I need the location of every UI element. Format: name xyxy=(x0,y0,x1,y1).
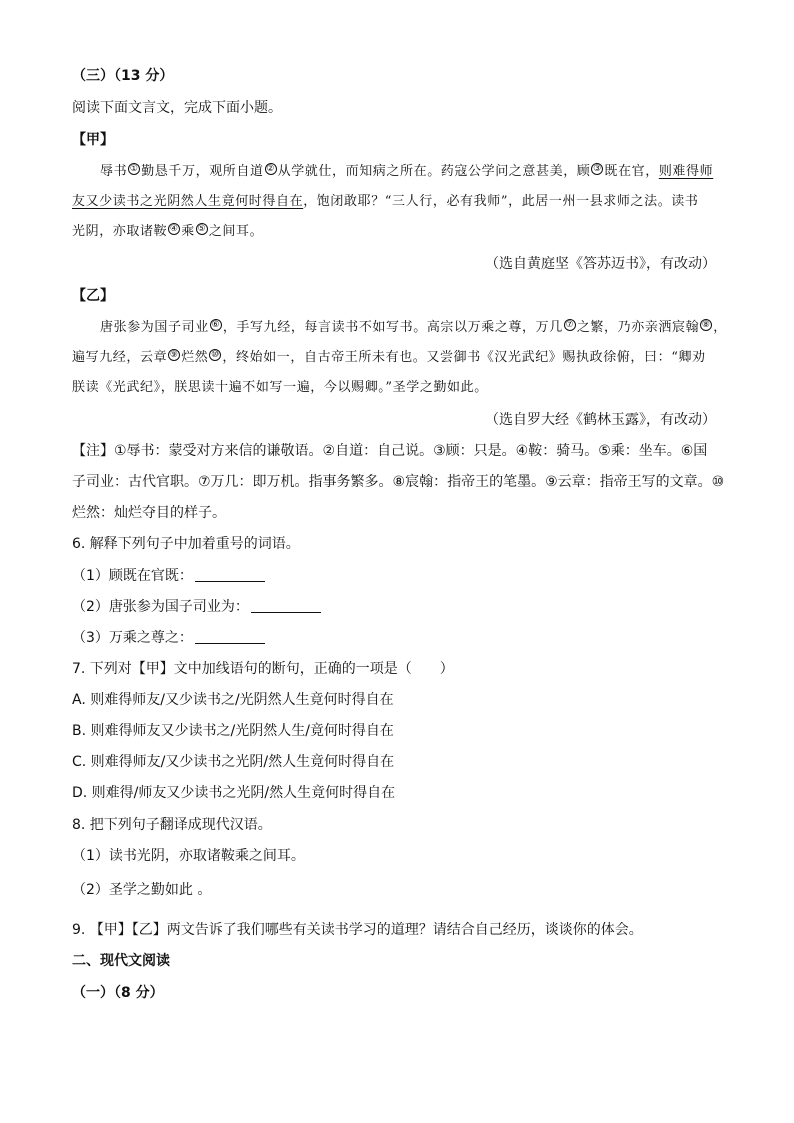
text-segment: ， xyxy=(713,320,727,335)
question-7-option-a[interactable]: A. 则难得师友/又少读书之/光阴然人生竟何时得自在 xyxy=(72,692,394,708)
passage-yi-line-3: 朕读《光武纪》，朕思读十遍不如写一遍，今以赐卿。”圣学之勤如此。 xyxy=(72,380,488,395)
question-7-stem: 7. 下列对【甲】文中加线语句的断句，正确的一项是（ ） xyxy=(72,661,454,677)
question-6-item-1 xyxy=(72,566,265,586)
question-8-item-2: （2）圣学之勤如此 。 xyxy=(72,882,212,898)
section-heading: （三）（13 分） xyxy=(72,68,174,84)
text-segment: 光阴，亦取诸鞍 xyxy=(72,224,168,239)
passage-yi-source: （选自罗大经《鹤林玉露》，有改动） xyxy=(485,412,716,428)
text-segment: 乘 xyxy=(181,224,195,239)
note-ref-4: ④ xyxy=(169,224,179,234)
text-segment: ，手写九经，每言读书不如写书。高宗以万乘之尊，万几 xyxy=(222,320,563,335)
question-7-option-c[interactable]: C. 则难得师友/又少读书之光阴/然人生竟何时得自在 xyxy=(72,754,395,770)
note-ref-2: ② xyxy=(266,164,275,174)
text-segment: 勤恳千万，观所自道 xyxy=(141,164,264,179)
note-ref-3: ③ xyxy=(593,164,602,174)
question-8-stem: 8. 把下列句子翻译成现代汉语。 xyxy=(72,817,272,833)
passage-yi-line-1 xyxy=(100,318,727,338)
section-two-heading: 二、现代文阅读 xyxy=(72,953,170,969)
note-ref-5: ⑤ xyxy=(197,224,207,234)
passage-jia-line-2 xyxy=(72,192,699,212)
item-text: （3）万乘之尊之： xyxy=(72,630,193,646)
question-6-item-3 xyxy=(72,628,265,648)
question-8-item-1: （1）读书光阴，亦取诸鞍乘之间耳。 xyxy=(72,848,305,864)
passage-jia-label: 【甲】 xyxy=(72,132,114,148)
reading-instruction: 阅读下面文言文，完成下面小题。 xyxy=(72,100,282,116)
passage-jia-line-3 xyxy=(72,222,263,242)
text-segment: 从学就仕，而知病之所在。药寇公学问之意甚美，顾 xyxy=(277,164,591,179)
notes-line-3: 烂然：灿烂夺目的样子。 xyxy=(72,505,226,521)
section-two-subheading: （一）（8 分） xyxy=(72,985,164,1001)
note-ref-1: ① xyxy=(129,164,139,174)
notes-line-2: 子司业：古代官职。⑦万几：即万机。指事务繁多。⑧宸翰：指帝王的笔墨。⑨云章：指帝王写的文章。⑩ xyxy=(72,474,725,490)
answer-blank[interactable] xyxy=(251,598,321,613)
item-text: （1）顾既在官既： xyxy=(72,568,193,584)
text-segment: 辱书 xyxy=(100,164,128,179)
text-segment: 之间耳。 xyxy=(208,224,264,239)
question-7-option-b[interactable]: B. 则难得师友又少读书之/光阴然人生/竟何时得自在 xyxy=(72,723,394,739)
note-ref-8: ⑧ xyxy=(701,320,711,330)
note-ref-6: ⑥ xyxy=(211,320,221,330)
notes-line-1: 【注】①辱书：蒙受对方来信的谦敬语。②自道：自己说。③顾：只是。④鞍：骑马。⑤乘：坐车。⑥国 xyxy=(72,443,708,459)
text-segment: 烂然 xyxy=(181,350,209,365)
text-segment: 之繁，乃亦亲洒宸翰 xyxy=(576,320,700,335)
text-segment: ，终始如一，自古帝王所未有也。又尝御书《汉光武纪》赐执政徐俯，曰：“卿劝 xyxy=(222,350,706,365)
note-ref-10: ⑩ xyxy=(211,350,220,360)
item-text: （2）唐张参为国子司业为： xyxy=(72,599,249,615)
text-segment: 既在官， xyxy=(604,164,659,179)
question-6-stem: 6. 解释下列句子中加着重号的词语。 xyxy=(72,536,300,552)
underlined-sentence-part-1: 则难得师 xyxy=(658,164,714,179)
text-segment: 遍写九经，云章 xyxy=(72,350,168,365)
text-segment: ，饱闭敢耶？“三人行，必有我师”，此居一州一县求师之法。读书 xyxy=(303,194,699,209)
question-9-stem: 9. 【甲】【乙】两文告诉了我们哪些有关读书学习的道理？请结合自己经历，谈谈你的体会。 xyxy=(72,922,643,938)
underlined-sentence-part-2: 友又少读书之光阴然人生竟何时得自在 xyxy=(72,194,304,209)
passage-jia-source: （选自黄庭坚《答苏迈书》，有改动） xyxy=(485,256,716,272)
question-6-item-2 xyxy=(72,597,321,617)
passage-yi-label: 【乙】 xyxy=(72,288,114,304)
passage-yi-line-2 xyxy=(72,348,706,368)
text-segment: 唐张参为国子司业 xyxy=(100,320,209,335)
question-7-option-d[interactable]: D. 则难得/师友又少读书之光阴/然人生竟何时得自在 xyxy=(72,785,396,801)
answer-blank[interactable] xyxy=(195,567,265,582)
note-ref-9: ⑨ xyxy=(169,350,179,360)
answer-blank[interactable] xyxy=(195,629,265,644)
passage-jia-line-1 xyxy=(100,162,713,182)
note-ref-7: ⑦ xyxy=(565,320,575,330)
